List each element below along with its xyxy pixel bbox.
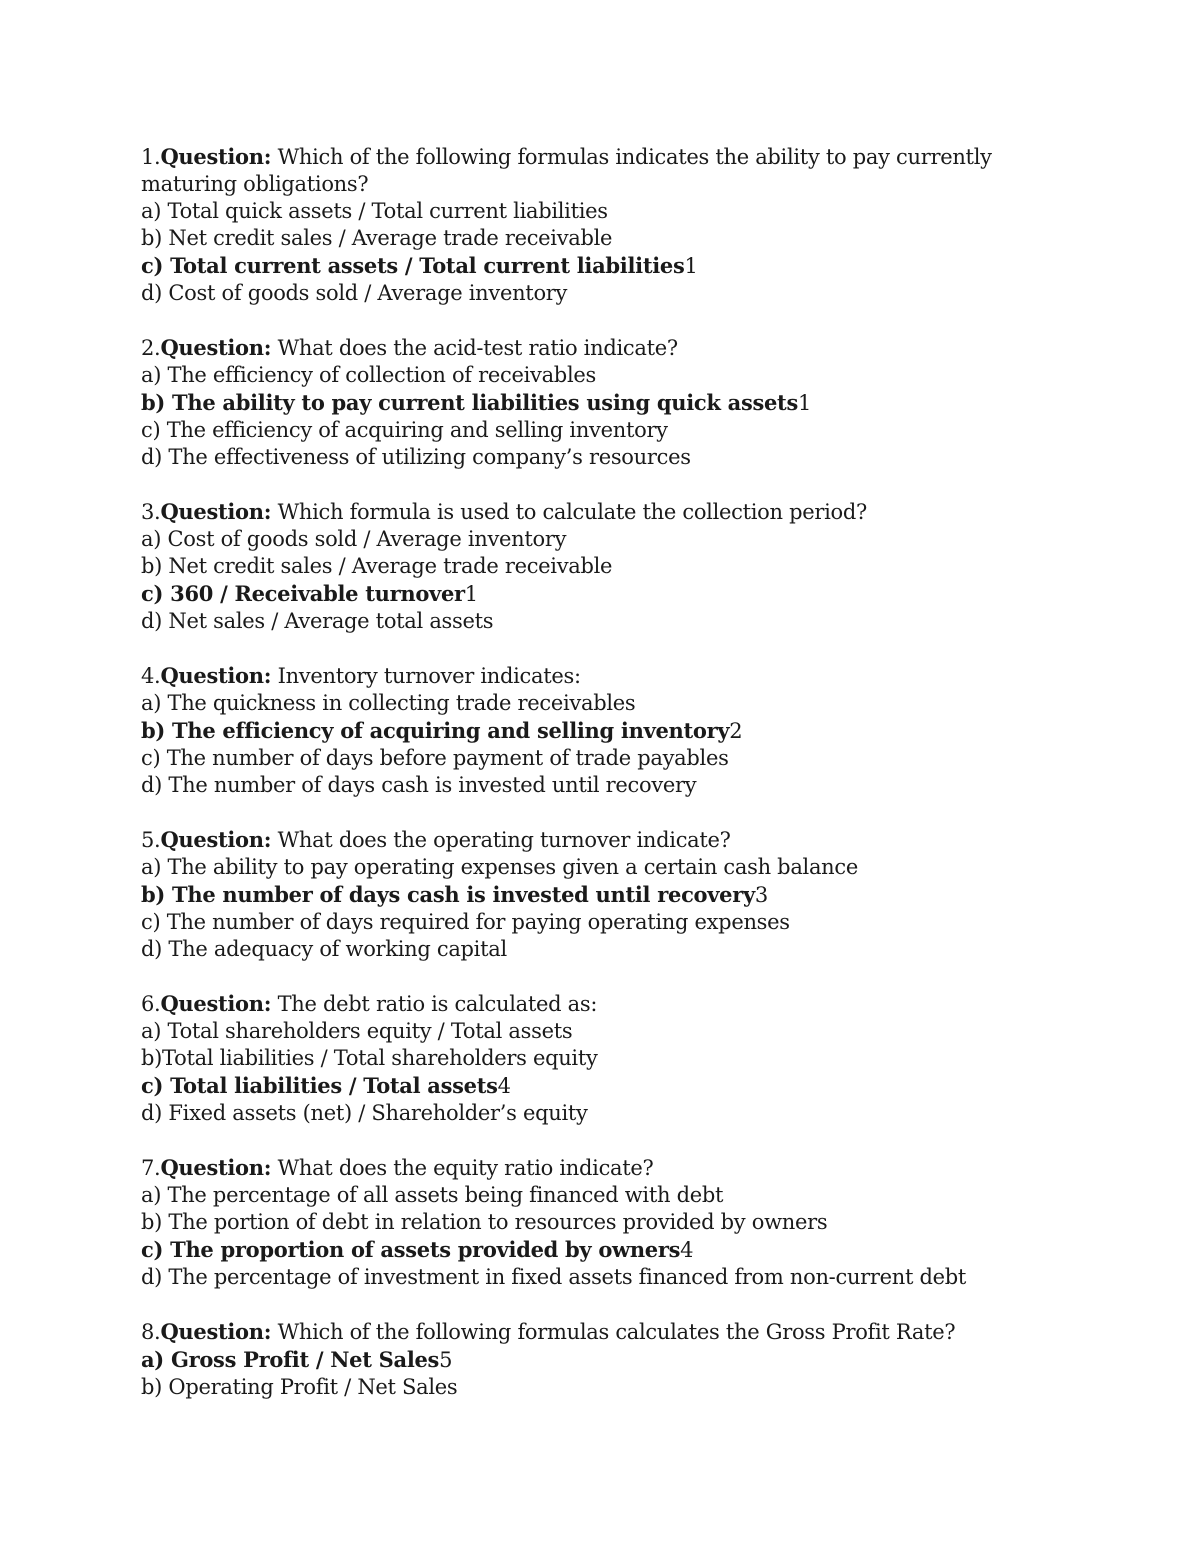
option-c-correct (141, 1236, 1041, 1264)
option-c-correct (141, 580, 1041, 608)
question-1 (141, 143, 1041, 307)
question-1-stem (141, 143, 1041, 198)
correct-answer-text: c) The proportion of assets provided by owners (141, 1237, 681, 1262)
option-b: b) Operating Profit / Net Sales (141, 1375, 458, 1399)
answer-marker: 2 (729, 719, 743, 743)
answer-marker: 4 (680, 1238, 694, 1262)
correct-answer-text: c) 360 / Receivable turnover (141, 581, 465, 606)
answer-marker: 3 (754, 883, 768, 907)
option-d: d) The adequacy of working capital (141, 937, 507, 961)
option-b: b) Net credit sales / Average trade receivable (141, 226, 613, 250)
question-label: Question: (160, 499, 272, 524)
question-4 (141, 662, 1041, 799)
question-text: What does the equity ratio indicate? (277, 1156, 654, 1180)
option-a: a) Cost of goods sold / Average inventory (141, 527, 567, 551)
option-d: d) The percentage of investment in fixed assets financed from non-current debt (141, 1265, 967, 1289)
option-b: b) The portion of debt in relation to resources provided by owners (141, 1210, 828, 1234)
question-2 (141, 334, 1041, 471)
question-label: Question: (160, 1319, 272, 1344)
question-number: 4. (141, 664, 161, 688)
question-text: Inventory turnover indicates: (277, 664, 581, 688)
option-b-correct (141, 717, 1041, 745)
option-a: a) The percentage of all assets being financed with debt (141, 1183, 724, 1207)
question-number: 1. (141, 145, 161, 169)
option-a: a) Total quick assets / Total current liabilities (141, 199, 608, 223)
option-c-correct (141, 1072, 1041, 1100)
option-b: b)Total liabilities / Total shareholders equity (141, 1046, 598, 1070)
question-6 (141, 990, 1041, 1127)
answer-marker: 5 (439, 1348, 453, 1372)
correct-answer-text: b) The ability to pay current liabilities using quick assets (141, 390, 798, 415)
option-d: d) Cost of goods sold / Average inventory (141, 281, 568, 305)
option-a-correct (141, 1346, 1041, 1374)
question-text: Which of the following formulas indicates the ability to pay currently maturing obligations? (141, 145, 992, 196)
answer-marker: 1 (464, 582, 478, 606)
question-text: The debt ratio is calculated as: (277, 992, 598, 1016)
question-text: Which formula is used to calculate the collection period? (277, 500, 867, 524)
question-8-stem (141, 1318, 1041, 1346)
question-5 (141, 826, 1041, 963)
option-c: c) The number of days before payment of trade payables (141, 746, 729, 770)
question-2-stem (141, 334, 1041, 362)
question-number: 7. (141, 1156, 161, 1180)
answer-marker: 1 (684, 254, 698, 278)
question-4-stem (141, 662, 1041, 690)
correct-answer-text: a) Gross Profit / Net Sales (141, 1347, 440, 1372)
option-a: a) Total shareholders equity / Total assets (141, 1019, 573, 1043)
option-a: a) The ability to pay operating expenses given a certain cash balance (141, 855, 858, 879)
question-number: 2. (141, 336, 161, 360)
question-label: Question: (160, 991, 272, 1016)
correct-answer-text: c) Total current assets / Total current liabilities (141, 253, 685, 278)
question-number: 5. (141, 828, 161, 852)
question-label: Question: (160, 1155, 272, 1180)
question-number: 3. (141, 500, 161, 524)
option-d: d) Fixed assets (net) / Shareholder’s equity (141, 1101, 588, 1125)
question-5-stem (141, 826, 1041, 854)
question-label: Question: (160, 827, 272, 852)
question-7 (141, 1154, 1041, 1291)
option-a: a) The quickness in collecting trade receivables (141, 691, 636, 715)
question-label: Question: (160, 144, 272, 169)
correct-answer-text: c) Total liabilities / Total assets (141, 1073, 498, 1098)
question-7-stem (141, 1154, 1041, 1182)
option-a: a) The efficiency of collection of receivables (141, 363, 596, 387)
question-text: Which of the following formulas calculates the Gross Profit Rate? (277, 1320, 956, 1344)
option-d: d) The number of days cash is invested until recovery (141, 773, 697, 797)
document-page (141, 143, 1041, 1428)
question-text: What does the acid-test ratio indicate? (277, 336, 678, 360)
answer-marker: 1 (797, 391, 812, 415)
option-d: d) Net sales / Average total assets (141, 609, 494, 633)
question-text: What does the operating turnover indicate? (277, 828, 731, 852)
option-b-correct (141, 881, 1041, 909)
option-c-correct (141, 252, 1041, 280)
question-3-stem (141, 498, 1041, 526)
correct-answer-text: b) The number of days cash is invested until recovery (141, 882, 755, 907)
question-label: Question: (160, 335, 272, 360)
option-c: c) The efficiency of acquiring and selling inventory (141, 418, 668, 442)
option-b: b) Net credit sales / Average trade receivable (141, 554, 613, 578)
correct-answer-text: b) The efficiency of acquiring and selling inventory (141, 718, 730, 743)
option-b-correct (141, 389, 1041, 417)
question-label: Question: (160, 663, 272, 688)
option-d: d) The effectiveness of utilizing company’s resources (141, 445, 691, 469)
question-8 (141, 1318, 1041, 1401)
question-number: 6. (141, 992, 161, 1016)
question-6-stem (141, 990, 1041, 1018)
option-c: c) The number of days required for paying operating expenses (141, 910, 790, 934)
question-number: 8. (141, 1320, 161, 1344)
answer-marker: 4 (497, 1074, 511, 1098)
question-3 (141, 498, 1041, 635)
